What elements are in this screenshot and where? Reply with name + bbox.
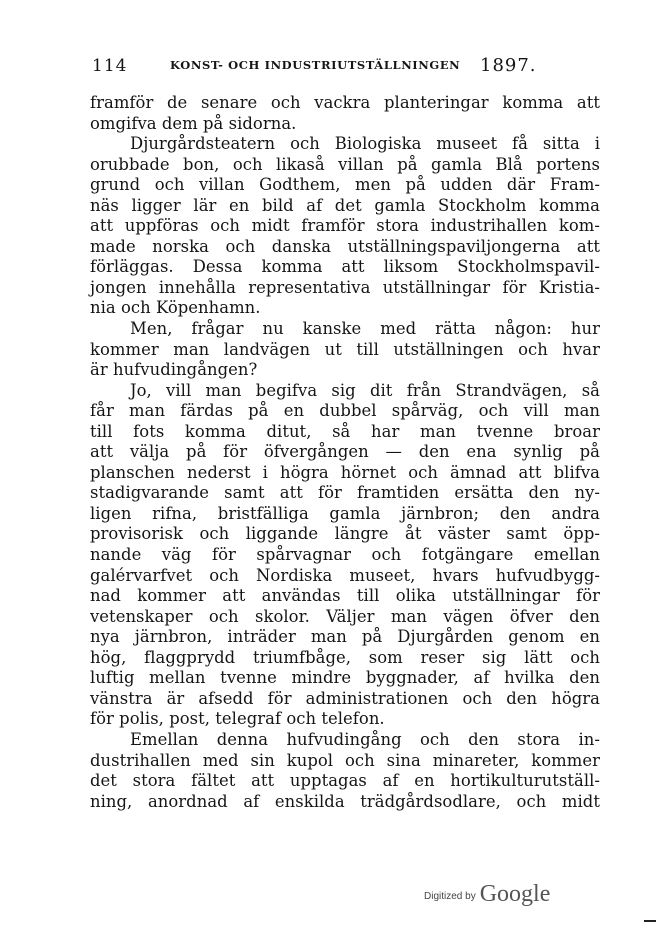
text-line: nia och Köpenhamn. xyxy=(90,298,261,318)
digitized-by-watermark xyxy=(424,881,564,911)
text-line: framför de senare och vackra planteringar komma att xyxy=(90,93,600,112)
text-line: luftig mellan tvenne mindre byggnader, af hvilka den xyxy=(90,668,600,688)
text-line: hög, flaggprydd triumfbåge, som reser sig lätt och xyxy=(90,647,600,667)
text-line: made norska och danska utställningspaviljongerna att xyxy=(90,236,600,256)
text-line: orubbade bon, och likaså villan på gamla Blå portens xyxy=(90,154,600,174)
text-line: planschen nederst i högra hörnet och ämnad att blifva xyxy=(90,462,600,482)
text-line: till fots komma ditut, så har man tvenne broar xyxy=(90,421,600,441)
page-edge-mark xyxy=(644,920,656,922)
text-line: får man färdas på en dubbel spårväg, och vill man xyxy=(90,401,600,421)
running-title: KONST- OCH INDUSTRIUTSTÄLLNINGEN xyxy=(170,58,461,72)
page-number: 114 xyxy=(92,56,128,76)
text-line: vänstra är afsedd för administrationen och den högra xyxy=(90,688,600,708)
text-line: förläggas. Dessa komma att liksom Stockholmspavil- xyxy=(90,257,600,277)
text-line: det stora fältet att upptagas af en hortikulturutställ- xyxy=(90,771,600,791)
text-line: jongen innehålla representativa utställningar för Kristia- xyxy=(90,277,600,297)
text-line: att uppföras och midt framför stora industrihallen kom- xyxy=(90,216,600,236)
text-line: grund och villan Godthem, men på udden där Fram- xyxy=(90,175,600,195)
text-line: Emellan denna hufvudingång och den stora in- xyxy=(130,729,600,749)
text-line: stadigvarande samt att för framtiden ersätta den ny- xyxy=(90,483,600,503)
running-header xyxy=(92,50,562,84)
text-line: att välja på för öfvergången — den ena synlig på xyxy=(90,442,600,462)
text-line: nad kommer att användas till olika utställningar för xyxy=(90,586,600,606)
running-year: 1897. xyxy=(480,55,537,76)
body-text xyxy=(90,93,600,812)
text-line: för polis, post, telegraf och telefon. xyxy=(90,709,385,729)
text-line: nya järnbron, inträder man på Djurgården genom en xyxy=(90,627,600,647)
text-line: kommer man landvägen ut till utställningen och hvar xyxy=(90,339,600,359)
text-line: Djurgårdsteatern och Biologiska museet få sitta i xyxy=(130,134,600,154)
google-logo: Google xyxy=(479,881,551,907)
text-line: galérvarfvet och Nordiska museet, hvars hufvudbygg- xyxy=(90,565,600,585)
text-line: vetenskaper och skolor. Väljer man vägen öfver den xyxy=(90,606,600,626)
text-line: näs ligger lär en bild af det gamla Stockholm komma xyxy=(90,195,600,215)
text-line: ning, anordnad af enskilda trädgårdsodlare, och midt xyxy=(90,791,600,811)
text-line: ligen rifna, bristfälliga gamla järnbron; den andra xyxy=(90,503,600,523)
text-line: Jo, vill man begifva sig dit från Strandvägen, så xyxy=(130,380,600,400)
text-line: provisorisk och liggande längre åt väster samt öpp- xyxy=(90,524,600,544)
text-line: dustrihallen med sin kupol och sina minareter, kommer xyxy=(90,750,600,770)
watermark-prefix: Digitized by xyxy=(424,891,476,902)
text-line: Men, frågar nu kanske med rätta någon: hur xyxy=(130,319,600,339)
text-line: nande väg för spårvagnar och fotgängare emellan xyxy=(90,545,600,565)
text-line: är hufvudingången? xyxy=(90,360,258,380)
text-line: omgifva dem på sidorna. xyxy=(90,113,297,133)
